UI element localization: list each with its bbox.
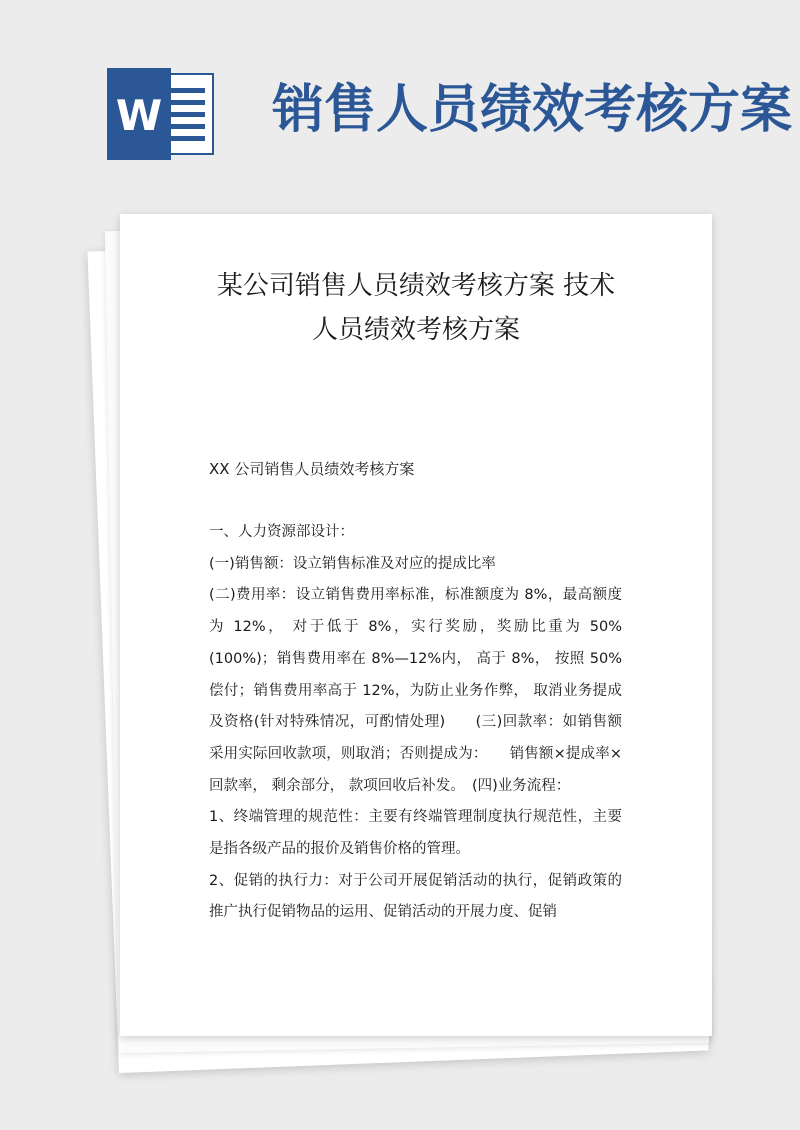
document-page	[120, 214, 712, 1036]
section-heading: 一、人力资源部设计：	[209, 524, 354, 540]
word-icon-letter: W	[115, 91, 163, 140]
word-document-icon	[107, 68, 217, 160]
paragraph-expense-rate: (二)费用率：设立销售费用率标准，标准额度为 8%，最高额度为 12%， 对于低于 8%，实行奖励，奖励比重为 50%(100%)；销售费用率在 8%—12%内， 高于 8%， 按照 50%偿付；销售费用率高于 12%，为防止业务作弊， 取消业务提成及资格(针对特殊情况，可酌情处理) (三)回款率：如销售额采用实际回收款项，则取消；否则提成为： 销售额×提成率×回款率， 剩余部分， 款项回收后补发。 (四)业务流程：	[209, 587, 622, 794]
paragraph-terminal-management: 1、终端管理的规范性：主要有终端管理制度执行规范性，主要是指各级产品的报价及销售价格的管理。	[209, 809, 622, 858]
banner-title: 销售人员绩效考核方案	[272, 79, 793, 140]
document-title-line-2: 人员绩效考核方案	[311, 315, 520, 345]
document-subtitle: XX 公司销售人员绩效考核方案	[209, 460, 415, 478]
document-title	[120, 264, 712, 352]
document-title-line-1: 某公司销售人员绩效考核方案 技术	[216, 271, 616, 301]
paragraph-promotion-execution: 2、促销的执行力：对于公司开展促销活动的执行，促销政策的推广执行促销物品的运用、促销活动的开展力度、促销	[209, 872, 622, 921]
paragraph-sales-amount: (一)销售额：设立销售标准及对应的提成比率	[209, 555, 496, 572]
document-body	[209, 517, 622, 929]
